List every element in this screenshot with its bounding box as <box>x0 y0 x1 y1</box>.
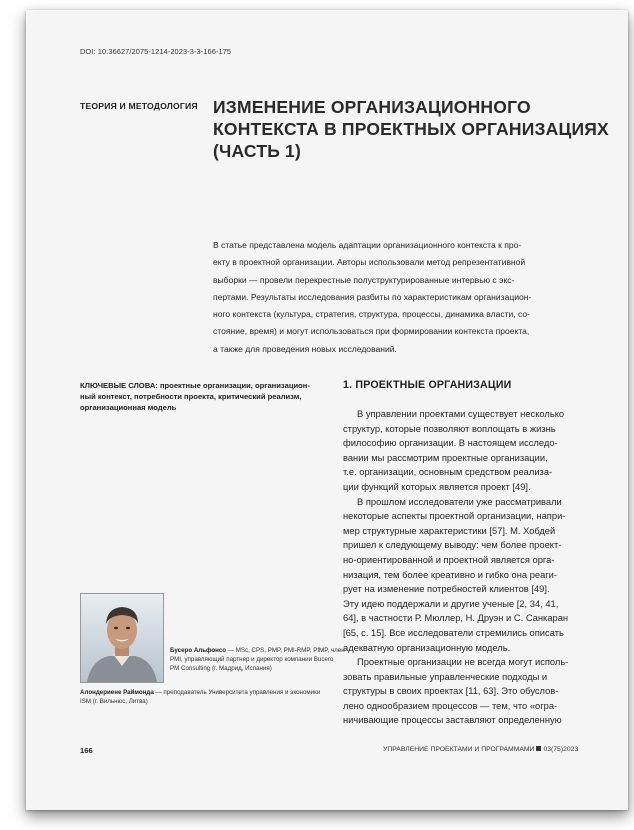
keywords-line: ный контекст, потребности проекта, критический реализм, <box>80 392 302 402</box>
body-line: т.е. организации, основным средством реализа- <box>343 467 553 478</box>
abstract <box>213 237 603 358</box>
body-line: [65, с. 15]. Все исследователи стремились описать <box>343 627 564 638</box>
author-bio-line: PMI, управляющий партнер и директор компании Bucero <box>170 656 334 664</box>
author-bio-2 <box>80 688 340 706</box>
author-bio-line: PM Consulting (г. Мадрид, Испания) <box>170 665 272 673</box>
body-line: низация, тем более креативно и гибко она реаги- <box>343 569 558 580</box>
body-line: некоторые аспекты проектной организации, напри- <box>343 511 566 522</box>
abstract-line: екту в проектной организации. Авторы использовали метод репрезентативной <box>213 257 526 268</box>
section-heading: 1. ПРОЕКТНЫЕ ОРГАНИЗАЦИИ <box>343 379 512 391</box>
author-bio-line: — MSc, CPS, PMP, PMI-RMP, PfMP, член <box>226 647 345 654</box>
title-line: ИЗМЕНЕНИЕ ОРГАНИЗАЦИОННОГО <box>213 97 531 117</box>
body-line: адекватную организационную модель. <box>343 642 511 653</box>
body-line: вании мы рассмотрим проектные организации, <box>343 452 548 463</box>
abstract-line: стояние, время) и могут использоваться при формировании контекста проекта, <box>213 326 530 337</box>
author-portrait-image <box>81 594 163 682</box>
abstract-line: В статье представлена модель адаптации организационного контекста к про- <box>213 240 522 250</box>
journal-issue: 03(75)2023 <box>543 746 579 753</box>
body-line: Проектные организации не всегда могут исполь- <box>357 657 569 668</box>
body-line: зовать правильные управленческие подходы и <box>343 671 548 682</box>
body-line: структуры в своих проектах [11, 63]. Это обуслов- <box>343 686 559 697</box>
body-line: лено однообразием процессов — тем, что «огра- <box>343 700 558 711</box>
body-line: пришел к следующему выводу: чем более проект- <box>343 540 562 551</box>
keywords-line: организационная модель <box>80 403 177 413</box>
journal-name: УПРАВЛЕНИЕ ПРОЕКТАМИ И ПРОГРАММАМИ <box>383 746 535 753</box>
journal-footer <box>383 746 578 753</box>
body-line: Эту идею поддержали и другие ученые [2, 34, 41, <box>343 598 559 609</box>
article-title <box>213 96 609 162</box>
body-line: рует на изменение потребностей клиентов [49]. <box>343 584 550 595</box>
body-line: ничивающие процессы заставляют определенную <box>343 715 562 726</box>
author-name: Бусеро Альфонсо <box>170 647 227 654</box>
author-bio-1 <box>170 646 345 674</box>
title-line: КОНТЕКСТА В ПРОЕКТНЫХ ОРГАНИЗАЦИЯХ <box>213 119 609 139</box>
abstract-line: а также для проведения новых исследований. <box>213 343 397 354</box>
author-bio-line: — преподаватель Университета управления и экономики <box>153 689 321 696</box>
abstract-line: пертами. Результаты исследования разбиты по характеристикам организацион- <box>213 291 532 302</box>
square-bullet-icon <box>536 746 541 751</box>
page-number: 166 <box>80 746 93 755</box>
title-line: (ЧАСТЬ 1) <box>213 141 302 161</box>
author-photo <box>80 593 164 683</box>
body-text <box>343 407 603 728</box>
keywords-label: КЛЮЧЕВЫЕ СЛОВА: <box>80 381 158 390</box>
doi: DOI: 10.36627/2075-1214-2023-3-3-166-175 <box>80 47 232 56</box>
author-bio-line: ISM (г. Вильнюс, Литва) <box>80 698 148 706</box>
section-label: ТЕОРИЯ И МЕТОДОЛОГИЯ <box>80 101 198 111</box>
body-line: философию организации. В настоящем исследо- <box>343 438 558 449</box>
body-line: 64], в частности Р. Мюллер, Н. Друэн и С. Санкаран <box>343 613 569 624</box>
body-line: В управлении проектами существует несколько <box>357 409 565 419</box>
keywords-line: проектные организации, организацион- <box>157 381 310 390</box>
keywords <box>80 380 320 414</box>
body-line: структур, которые позволяют воплощать в жизнь <box>343 423 556 434</box>
body-line: В прошлом исследователи уже рассматривали <box>357 496 562 507</box>
author-name: Алондериене Раймонда <box>80 689 154 696</box>
body-line: но-ориентированной и проектной является орга- <box>343 554 555 565</box>
body-line: ции функций которых является проект [49]. <box>343 481 531 492</box>
abstract-line: ного контекста (культура, стратегия, структура, процессы, динамика власти, со- <box>213 309 531 320</box>
body-line: мер структурные характеристики [57]. М. Хобдей <box>343 525 556 536</box>
abstract-line: выборки — провели перекрестные полуструктурированные интервью с экс- <box>213 274 515 285</box>
